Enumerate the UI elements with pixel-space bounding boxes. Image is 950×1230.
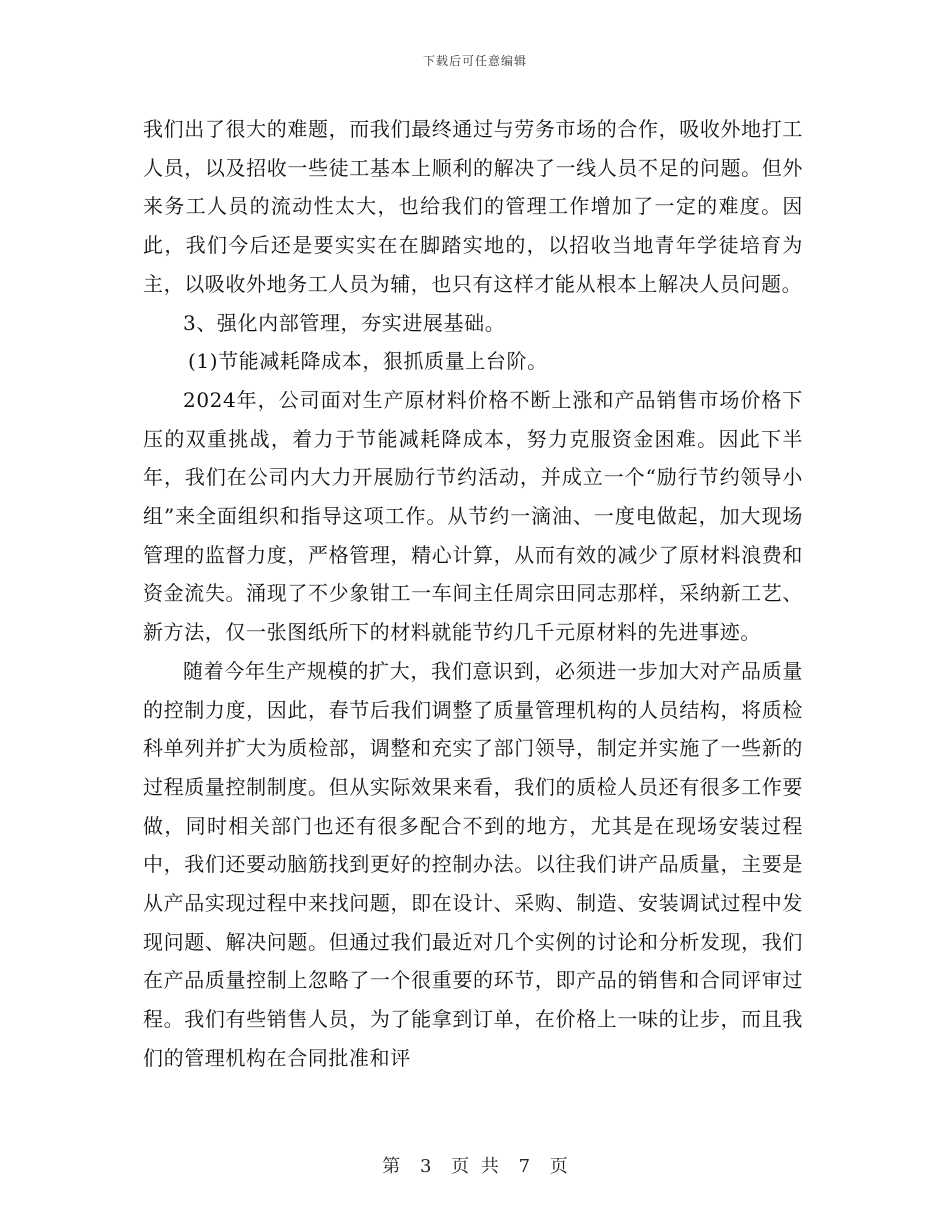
- subsection-heading: (1)节能减耗降成本，狠抓质量上台阶。: [188, 349, 548, 374]
- section-heading: 3、强化内部管理，夯实进展基础。: [183, 310, 506, 335]
- paragraph-quality-control: 随着今年生产规模的扩大，我们意识到，必须进一步加大对产品质量的控制力度，因此，春节后我们调整了质量管理机构的人员结构，将质检科单列并扩大为质检部，调整和充实了部门领导，制定并实施了一些新的过程质量控制制度。但从实际效果来看，我们的质检人员还有很多工作要做，同时相关部门也还有很多配合不到的地方，尤其是在现场安装过程中，我们还要动脑筋找到更好的控制办法。以往我们讲产品质量，主要是从产品实现过程中来找问题，即在设计、采购、制造、安装调试过程中发现问题、解决问题。但通过我们最近对几个实例的讨论和分析发现，我们在产品质量控制上忽略了一个很重要的环节，即产品的销售和合同评审过程。我们有些销售人员，为了能拿到订单，在价格上一味的让步，而且我们的管理机构在合同批准和评: [143, 658, 803, 1070]
- footer-prefix: 第: [382, 1156, 401, 1177]
- page-header-note: 下载后可任意编辑: [422, 54, 527, 68]
- paragraph-continuation: 我们出了很大的难题，而我们最终通过与劳务市场的合作，吸收外地打工人员，以及招收一些徒工基本上顺利的解决了一线人员不足的问题。但外来务工人员的流动性太大，也给我们的管理工作增加了一定的难度。因此，我们今后还是要实实在在脚踏实地的，以招收当地青年学徒培育为主，以吸收外地务工人员为辅，也只有这样才能从根本上解决人员问题。: [143, 117, 803, 296]
- page-footer: [0, 1152, 950, 1178]
- footer-total-pages: 7: [518, 1156, 531, 1177]
- footer-current-page: 3: [419, 1156, 432, 1177]
- document-body: [143, 110, 803, 1078]
- footer-suffix: 页: [549, 1156, 568, 1177]
- footer-middle: 页 共: [451, 1156, 499, 1177]
- paragraph-cost-saving: 2024年，公司面对生产原材料价格不断上涨和产品销售市场价格下压的双重挑战，着力于节能减耗降成本，努力克服资金困难。因此下半年，我们在公司内大力开展励行节约活动，并成立一个“励行节约领导小组”来全面组织和指导这项工作。从节约一滴油、一度电做起，加大现场管理的监督力度，严格管理，精心计算，从而有效的减少了原材料浪费和资金流失。涌现了不少象钳工一车间主任周宗田同志那样，采纳新工艺、新方法，仅一张图纸所下的材料就能节约几千元原材料的先进事迹。: [143, 387, 803, 645]
